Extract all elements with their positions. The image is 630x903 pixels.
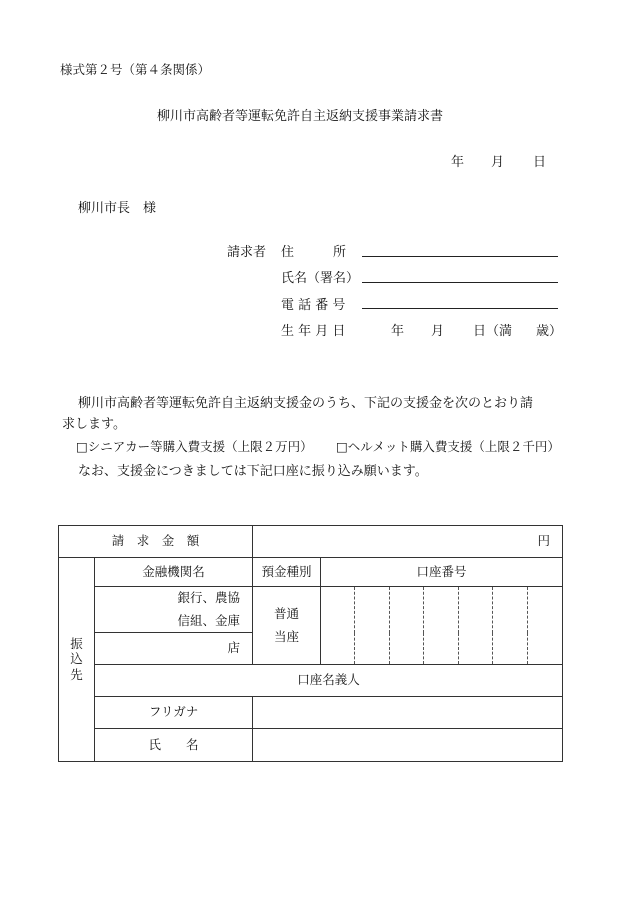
amount-label: 請 求 金 額 [59,526,253,558]
institution-label: 金融機関名 [95,558,253,587]
date-month-label: 月 [491,155,505,170]
bank-suffix-2: 信組、金庫 [177,612,241,628]
birth-month-label: 月 [431,324,445,339]
bank-name-field[interactable] [95,587,253,633]
address-field[interactable] [362,256,558,257]
document-title: 柳川市高齢者等運転免許自主返納支援事業請求書 [157,109,444,124]
amount-field[interactable] [253,526,563,558]
account-digit-1[interactable] [321,587,355,665]
holder-header-row [59,665,563,697]
account-number-label: 口座番号 [321,558,563,587]
transfer-label: 振込先 [70,635,83,682]
addressee: 柳川市長 様 [78,201,157,216]
account-holder-label: 口座名義人 [95,665,563,697]
birth-year-label: 年 [391,324,405,339]
furigana-field[interactable] [253,697,563,729]
holder-name-field[interactable] [253,729,563,762]
account-digit-5[interactable] [459,587,493,665]
account-digit-3[interactable] [390,587,424,665]
holder-name-label: 氏 名 [95,729,253,762]
name-signature-field[interactable] [362,282,558,283]
account-digit-4[interactable] [424,587,459,665]
furigana-row [59,697,563,729]
type-current: 当座 [274,628,300,644]
account-digit-6[interactable] [493,587,528,665]
body-line-2: 求します。 [62,417,126,432]
date-year-label: 年 [451,155,465,170]
transfer-label-cell [59,558,95,762]
furigana-label: フリガナ [95,697,253,729]
amount-row [59,526,563,558]
body-line-1: 柳川市高齢者等運転免許自主返納支援金のうち、下記の支援金を次のとおり請 [78,396,534,411]
yen-label: 円 [537,533,551,549]
age-suffix-label: 歳） [536,324,563,339]
deposit-type-label: 預金種別 [253,558,321,587]
type-ordinary: 普通 [274,606,300,622]
claimant-label: 請求者 [227,245,267,260]
bank-name-row [59,587,563,633]
deposit-type-field[interactable] [253,587,321,665]
account-digit-2[interactable] [355,587,390,665]
branch-field[interactable] [95,633,253,665]
birth-date-label: 生 年 月 日 [281,324,346,339]
body-line-3: なお、支援金につきましては下記口座に振り込み願います。 [78,464,428,479]
bank-suffix-1: 銀行、農協 [177,590,241,606]
option-helmet[interactable]: □ヘルメット購入費支援（上限２千円） [336,439,560,454]
holder-name-row [59,729,563,762]
bank-transfer-table [58,525,563,762]
branch-suffix: 店 [227,640,241,656]
birth-day-age-label: 日（満 [473,324,513,339]
date-day-label: 日 [533,155,547,170]
name-label: 氏名（署名） [281,271,360,286]
account-digit-7[interactable] [528,587,563,665]
bank-header-row [59,558,563,587]
phone-field[interactable] [362,308,558,309]
option-senior-car[interactable]: □シニアカー等購入費支援（上限２万円） [76,439,313,454]
form-number: 様式第２号（第４条関係） [60,62,211,77]
address-label: 住 所 [281,245,347,260]
phone-label: 電 話 番 号 [281,298,346,313]
